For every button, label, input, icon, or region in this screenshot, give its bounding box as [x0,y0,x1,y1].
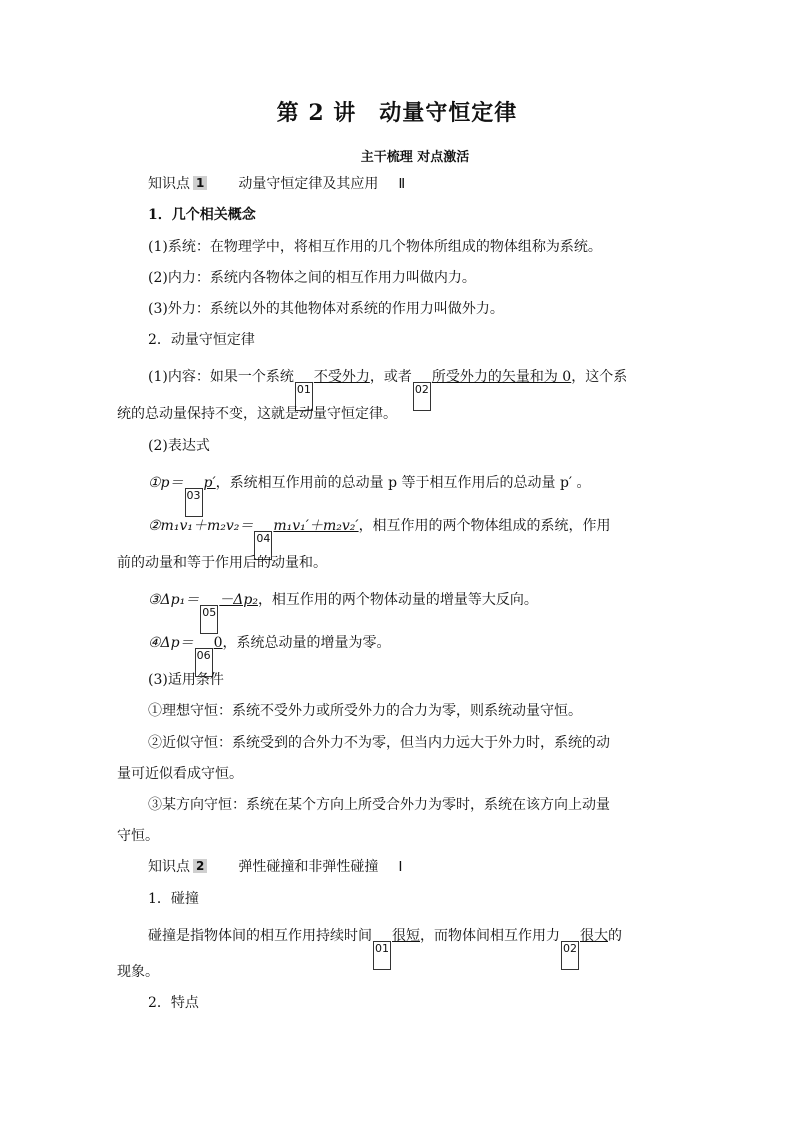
condition-direction-cont: 守恒。 [117,828,159,844]
text: ，系统总动量的增量为零。 [222,635,391,651]
answer-text: 0 [213,635,223,651]
answer-text: 很短 [392,928,420,944]
answer-text: －Δp₂ [219,592,258,608]
paragraph-content-cont: 统的总动量保持不变，这就是动量守恒定律。 [117,406,397,422]
text: 碰撞是指物体间的相互作用持续时间 [148,928,372,944]
answer-text: 所受外力的矢量和为 0 [431,369,572,385]
paragraph-external-force: (3)外力：系统以外的其他物体对系统的作用力叫做外力。 [148,301,504,317]
formula: ③Δp₁＝ [148,592,200,608]
section-heading: 1．碰撞 [148,891,199,907]
kp-number-badge: 1 [193,176,207,190]
answer-text: 很大 [580,928,608,944]
text: ，这个系 [571,369,628,385]
knowledge-point-1-heading [148,174,405,195]
answer-number-box: 02 [561,941,579,970]
kp-level: Ⅰ [398,860,403,875]
condition-direction: ③某方向守恒：系统在某个方向上所受合外力为零时，系统在该方向上动量 [148,797,610,813]
answer-number-box: 04 [254,531,272,560]
text: ，而物体间相互作用力 [420,928,560,944]
answer-number-box: 01 [295,382,313,411]
subheading-expression: (2)表达式 [148,438,210,454]
kp-level: Ⅱ [398,177,406,192]
condition-approx-cont: 量可近似看成守恒。 [117,766,243,782]
formula: ④Δp＝ [148,635,194,651]
section-heading: 1．几个相关概念 [148,207,256,223]
page-title: 第 2 讲 动量守恒定律 [276,100,518,126]
text: ，相互作用的两个物体动量的增量等大反向。 [257,592,538,608]
answer-number-box: 02 [413,382,431,411]
answer-text: 不受外力 [313,369,370,385]
expression-3 [148,590,538,634]
kp-title: 动量守恒定律及其应用 [238,176,379,192]
paragraph-system: (1)系统：在物理学中，将相互作用的几个物体所组成的物体组称为系统。 [148,239,602,255]
paragraph-collision-cont: 现象。 [117,964,159,980]
kp-number-badge: 2 [193,859,207,873]
formula: ②m₁v₁＋m₂v₂＝ [148,518,254,534]
answer-number-box: 01 [373,941,391,970]
expression-2-cont: 前的动量和等于作用后的动量和。 [117,555,327,571]
text: ，系统相互作用前的总动量 p 等于相互作用后的总动量 p′ 。 [215,475,591,491]
text: ，相互作用的两个物体组成的系统，作用 [358,518,611,534]
section-heading: 2．特点 [148,995,199,1011]
answer-number-box: 03 [185,488,203,517]
kp-title: 弹性碰撞和非弹性碰撞 [238,859,379,875]
condition-ideal: ①理想守恒：系统不受外力或所受外力的合力为零，则系统动量守恒。 [148,703,582,719]
answer-number-box: 05 [200,605,218,634]
paragraph-internal-force: (2)内力：系统内各物体之间的相互作用力叫做内力。 [148,270,476,286]
kp-prefix: 知识点 [148,859,190,875]
text: ，或者 [369,369,412,385]
section-heading: 2．动量守恒定律 [148,332,255,348]
answer-text: m₁v₁′＋m₂v₂′ [273,518,359,534]
answer-number-box: 06 [195,648,213,677]
section-subtitle: 主干梳理 对点激活 [360,150,470,165]
formula: ①p＝ [148,475,184,491]
knowledge-point-2-heading [148,857,403,878]
expression-1 [148,473,591,517]
subheading-conditions: (3)适用条件 [148,672,224,688]
answer-text: p′ [203,475,216,491]
text: 的 [608,928,622,944]
condition-approx: ②近似守恒：系统受到的合外力不为零，但当内力远大于外力时，系统的动 [148,735,610,751]
paragraph-collision [148,926,622,970]
kp-prefix: 知识点 [148,176,190,192]
text: (1)内容：如果一个系统 [148,369,294,385]
